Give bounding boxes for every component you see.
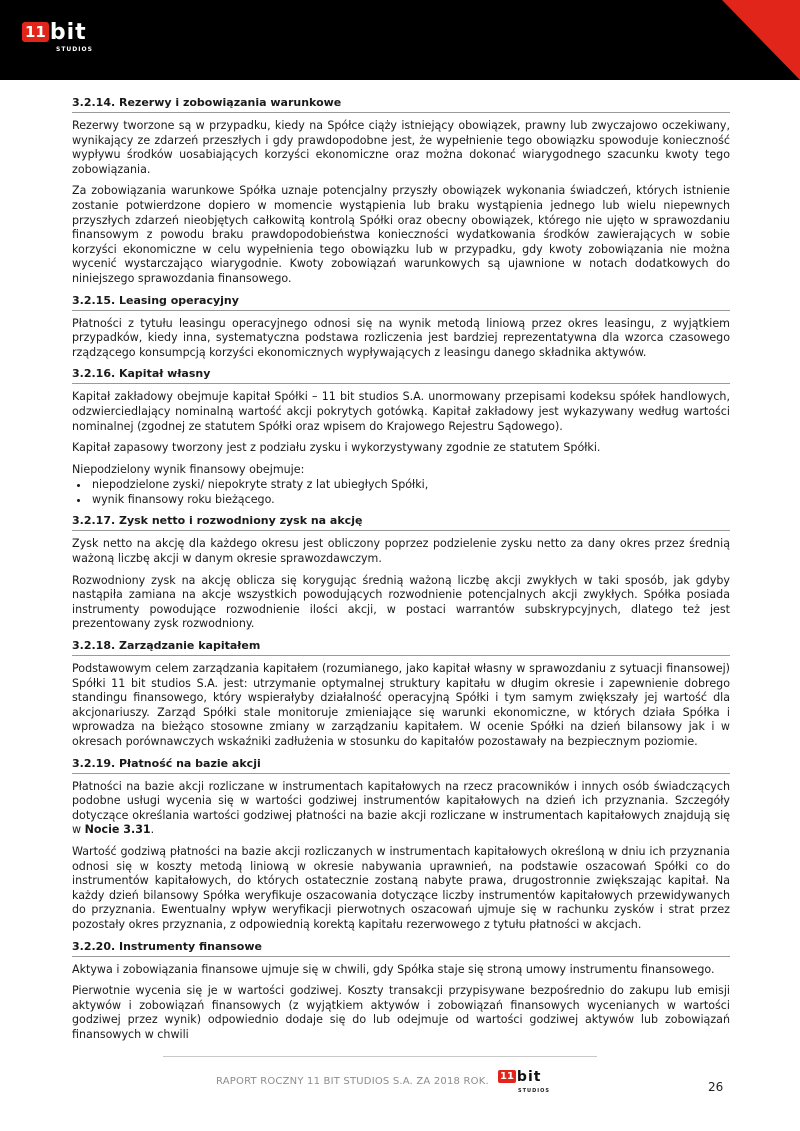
header-band [0, 0, 800, 80]
section-platnosc-akcje [72, 757, 730, 933]
list-item: • niepodzielone zyski/ niepokryte straty z lat ubiegłych Spółki, [90, 478, 730, 493]
paragraph: Rozwodniony zysk na akcję oblicza się korygując średnią ważoną liczbę akcji zwykłych w taki sposób, jak gdyby nastąpiła zamiana na akcje wszystkich powodujących rozwodnienie potencjalnych akcji zwykłych. Spółka posiada instrumenty powodujące rozwodnienie ilości akcji, w postaci warrantów subskrypcyjnych, dlatego też jest prezentowany zysk rozwodniony. [72, 573, 730, 631]
paragraph [72, 780, 730, 838]
section-rezerwy [72, 96, 730, 287]
paragraph: Zysk netto na akcję dla każdego okresu jest obliczony poprzez podzielenie zysku netto za dany okres przez średnią ważoną liczbę akcji w danym okresie sprawozdawczym. [72, 537, 730, 566]
paragraph: Płatności z tytułu leasingu operacyjnego odnosi się na wynik metodą liniową przez okres leasingu, z wyjątkiem przypadków, kiedy inna, systematyczna podstawa rozliczenia jest bardziej reprezentatywna dla wzorca czasowego rządzącego konsumpcją korzyści ekonomicznych wypływających z leasingu danego składnika aktywów. [72, 316, 730, 359]
paragraph: Aktywa i zobowiązania finansowe ujmuje się w chwili, gdy Spółka staje się stroną umowy instrumentu finansowego. [72, 962, 715, 976]
paragraph: Rezerwy tworzone są w przypadku, kiedy na Spółce ciąży istniejący obowiązek, prawny lub zwyczajowo oczekiwany, wynikający ze zdarzeń przeszłych i gdy prawdopodobne jest, że wypełnienie tego obowiązku spowoduje konieczność wypływu środków uosabiających korzyści ekonomiczne oraz można dokonać wiarygodnego szacunku kwoty tego zobowiązania. [72, 119, 730, 176]
footer-logo [498, 1070, 550, 1094]
footer-logo-subtitle: STUDIOS [518, 1088, 550, 1094]
paragraph: Kapitał zapasowy tworzony jest z podziału zysku i wykorzystywany zgodnie ze statutem Spółki. [72, 441, 601, 455]
note-reference: Nocie 3.31 [84, 823, 151, 837]
logo-word: bit [49, 20, 87, 45]
footer-logo-word: bit [516, 1069, 542, 1085]
section-kapital-wlasny [72, 367, 730, 507]
paragraph-text: . [150, 823, 155, 837]
list-item: • wynik finansowy roku bieżącego. [90, 493, 730, 508]
footer-report-title: RAPORT ROCZNY 11 BIT STUDIOS S.A. ZA 2018 ROK. [216, 1076, 489, 1087]
footer-logo-mark: 11 [500, 1071, 514, 1082]
company-logo [22, 22, 87, 44]
section-heading: 3.2.18. Zarządzanie kapitałem [72, 639, 730, 656]
paragraph: Kapitał zakładowy obejmuje kapitał Spółki – 11 bit studios S.A. unormowany przepisami kodeksu spółek handlowych, odzwierciedlający nominalną wartość akcji pokrytych gotówką. Kapitał zakładowy jest wykazywany według wartości nominalnej (zgodnej ze statutem Spółki oraz wpisem do Krajowego Rejestru Sądowego). [72, 390, 730, 433]
section-instrumenty-finansowe [72, 940, 730, 1043]
paragraph: Niepodzielony wynik finansowy obejmuje: [72, 462, 305, 476]
logo-subtitle: STUDIOS [56, 46, 93, 53]
section-heading: 3.2.14. Rezerwy i zobowiązania warunkowe [72, 96, 730, 113]
paragraph: Pierwotnie wycenia się je w wartości godziwej. Koszty transakcji przypisywane bezpośrednio do zakupu lub emisji aktywów i zobowiązań finansowych (z wyjątkiem aktywów i zobowiązań finansowych wycenianych w wartości godziwej przez wynik) odpowiednio dodaje się do lub odejmuje od wartości godziwej aktywów lub zobowiązań finansowych w chwili [72, 984, 730, 1041]
bullet-list [72, 478, 730, 507]
section-leasing [72, 294, 730, 361]
section-heading: 3.2.17. Zysk netto i rozwodniony zysk na akcję [72, 514, 730, 531]
section-zarzadzanie-kapitalem [72, 639, 730, 750]
paragraph: Podstawowym celem zarządzania kapitałem (rozumianego, jako kapitał własny w sprawozdaniu z sytuacji finansowej) Spółki 11 bit studios S.A. jest: utrzymanie optymalnej struktury kapitału w długim okresie i zapewnienie dobrego standingu finansowego, który wspierałyby działalność operacyjną Spółki i tym samym zwiększały jej wartość dla akcjonariuszy. Zarząd Spółki stale monitoruje zmieniające się warunki ekonomiczne, w których działa Spółka i wprowadza na bieżąco stosowne zmiany w zarządzaniu kapitałem. W ocenie Spółki na dzień bilansowy jak i w okresach porównawczych wskaźniki zadłużenia w stosunku do kapitałów pozostawały na bezpiecznym poziomie. [72, 662, 730, 748]
page-content [72, 96, 730, 1050]
paragraph-text: Płatności na bazie akcji rozliczane w instrumentach kapitałowych na rzecz pracowników i innych osób świadczących podobne usługi wycenia się w wartości godziwej instrumentów kapitałowych na dzień ich przyznania. Szczegóły dotyczące określania wartości godziwej płatności na bazie akcji rozliczane w instrumentach kapitałowych znajdują się w [72, 779, 730, 837]
page-number: 26 [708, 1080, 724, 1094]
section-zysk-na-akcje [72, 514, 730, 632]
paragraph: Wartość godziwą płatności na bazie akcji rozliczanych w instrumentach kapitałowych określoną w dniu ich przyznania odnosi się w koszty metodą liniową w okresie nabywania uprawnień, na podstawie oszacowań Spółki co do instrumentów kapitałowych, do których ostatecznie zostaną nabyte prawa, drugostronnie zwiększając kapitał. Na każdy dzień bilansowy Spółka weryfikuje oszacowania dotyczące liczby instrumentów kapitałowych przewidywanych do przyznania. Ewentualny wpływ weryfikacji pierwotnych oszacowań ujmuje się w rachunku zysków i strat przez pozostały okres przyznania, z odpowiednią korektą kapitału rezerwowego z tytułu płatności w akcjach. [72, 844, 730, 931]
section-heading: 3.2.16. Kapitał własny [72, 367, 730, 384]
paragraph: Za zobowiązania warunkowe Spółka uznaje potencjalny przyszły obowiązek wykonania świadczeń, których istnienie zostanie potwierdzone dopiero w momencie wystąpienia lub braku wystąpienia jednego lub wielu niepewnych przyszłych zdarzeń nieobjętych całkowitą kontrolą Spółki oraz obecny obowiązek, którego nie ujęto w sprawozdaniu finansowym z powodu braku prawdopodobieństwa konieczności wydatkowania środków zawierających w sobie korzyści ekonomiczne w celu wypełnienia tego obowiązku lub w przypadku, gdy kwoty zobowiązania nie można wycenić wystarczająco wiarygodnie. Kwoty zobowiązań warunkowych są ujawnione w notach dodatkowych do niniejszego sprawozdania finansowego. [72, 184, 730, 285]
header-red-corner [722, 0, 800, 80]
footer-divider [163, 1056, 597, 1057]
section-heading: 3.2.20. Instrumenty finansowe [72, 940, 730, 957]
section-heading: 3.2.15. Leasing operacyjny [72, 294, 730, 311]
logo-mark: 11 [22, 22, 49, 42]
section-heading: 3.2.19. Płatność na bazie akcji [72, 757, 730, 774]
